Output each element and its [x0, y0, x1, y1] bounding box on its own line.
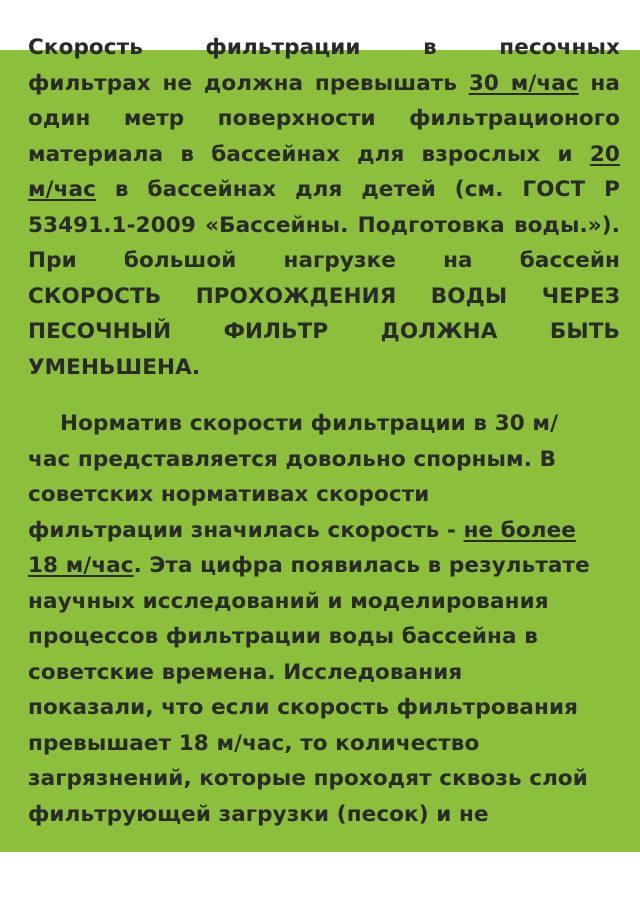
p2-line-4 [28, 513, 628, 549]
p2-line-10: превышает 18 м/час, то количество [28, 730, 480, 756]
underlined-m-per-hour: м/час [28, 177, 96, 202]
p2-line-8: советские времена. Исследования [28, 659, 463, 685]
p2-line-7: процессов фильтрации воды бассейна в [28, 624, 538, 649]
p1-line-5 [28, 172, 620, 208]
p2-line-11: загрязнений, которые проходят сквозь слой [28, 766, 588, 791]
p2-line-1: Норматив скорости фильтрации в 30 м/ [60, 411, 559, 436]
p1-line-8: СКОРОСТЬ ПРОХОЖДЕНИЯ ВОДЫ ЧЕРЕЗ [28, 283, 620, 309]
p1-line-4 [28, 137, 620, 173]
p1-line-4-text-a: материала в бассейнах для взрослых и [28, 141, 590, 167]
p2-line-9: показали, что если скорость фильтрования [28, 695, 579, 720]
p1-line-3: один метр поверхности фильтрационого [28, 106, 620, 131]
p1-line-9: ПЕСОЧНЫЙ ФИЛЬТР ДОЛЖНА БЫТЬ [28, 319, 620, 344]
paragraph-filtration-speed [28, 30, 620, 385]
p1-line-5-text-b: в бассейнах для детей (см. ГОСТ Р [95, 177, 620, 202]
text-panel [0, 35, 640, 852]
p1-line-2 [28, 66, 620, 102]
p1-line-7: При большой нагрузке на бассейн [28, 248, 620, 273]
p1-line-2-text-a: фильтрах не должна превышать [28, 70, 469, 96]
underlined-20: 20 [589, 141, 620, 167]
p2-line-5-text-b: . Эта цифра появилась в результате [133, 553, 590, 578]
p2-line-5 [28, 548, 628, 584]
p1-line-6: 53491.1-2009 «Бассейны. Подготовка воды.»). [28, 212, 620, 238]
p2-line-12: фильтрующей загрузки (песок) и не [28, 801, 489, 827]
p1-line-2-text-b: на [578, 70, 620, 96]
p1-line-10: УМЕНЬШЕНА. [28, 354, 201, 380]
p2-line-4-text-a: фильтрации значилась скорость - [28, 517, 464, 543]
p2-line-2: час представляется довольно спорным. В [28, 446, 557, 472]
p2-line-3: советских нормативах скорости [28, 482, 430, 507]
underlined-30-m-per-hour: 30 м/час [468, 70, 579, 96]
p1-line-1: Скорость фильтрации в песочных [28, 35, 620, 60]
bottom-white-band [0, 852, 640, 900]
paragraph-normative [28, 406, 628, 832]
underlined-no-more-than: не более [463, 517, 576, 543]
underlined-18-m-per-hour: 18 м/час [28, 553, 134, 578]
p2-line-6: научных исследований и моделирования [28, 588, 549, 614]
